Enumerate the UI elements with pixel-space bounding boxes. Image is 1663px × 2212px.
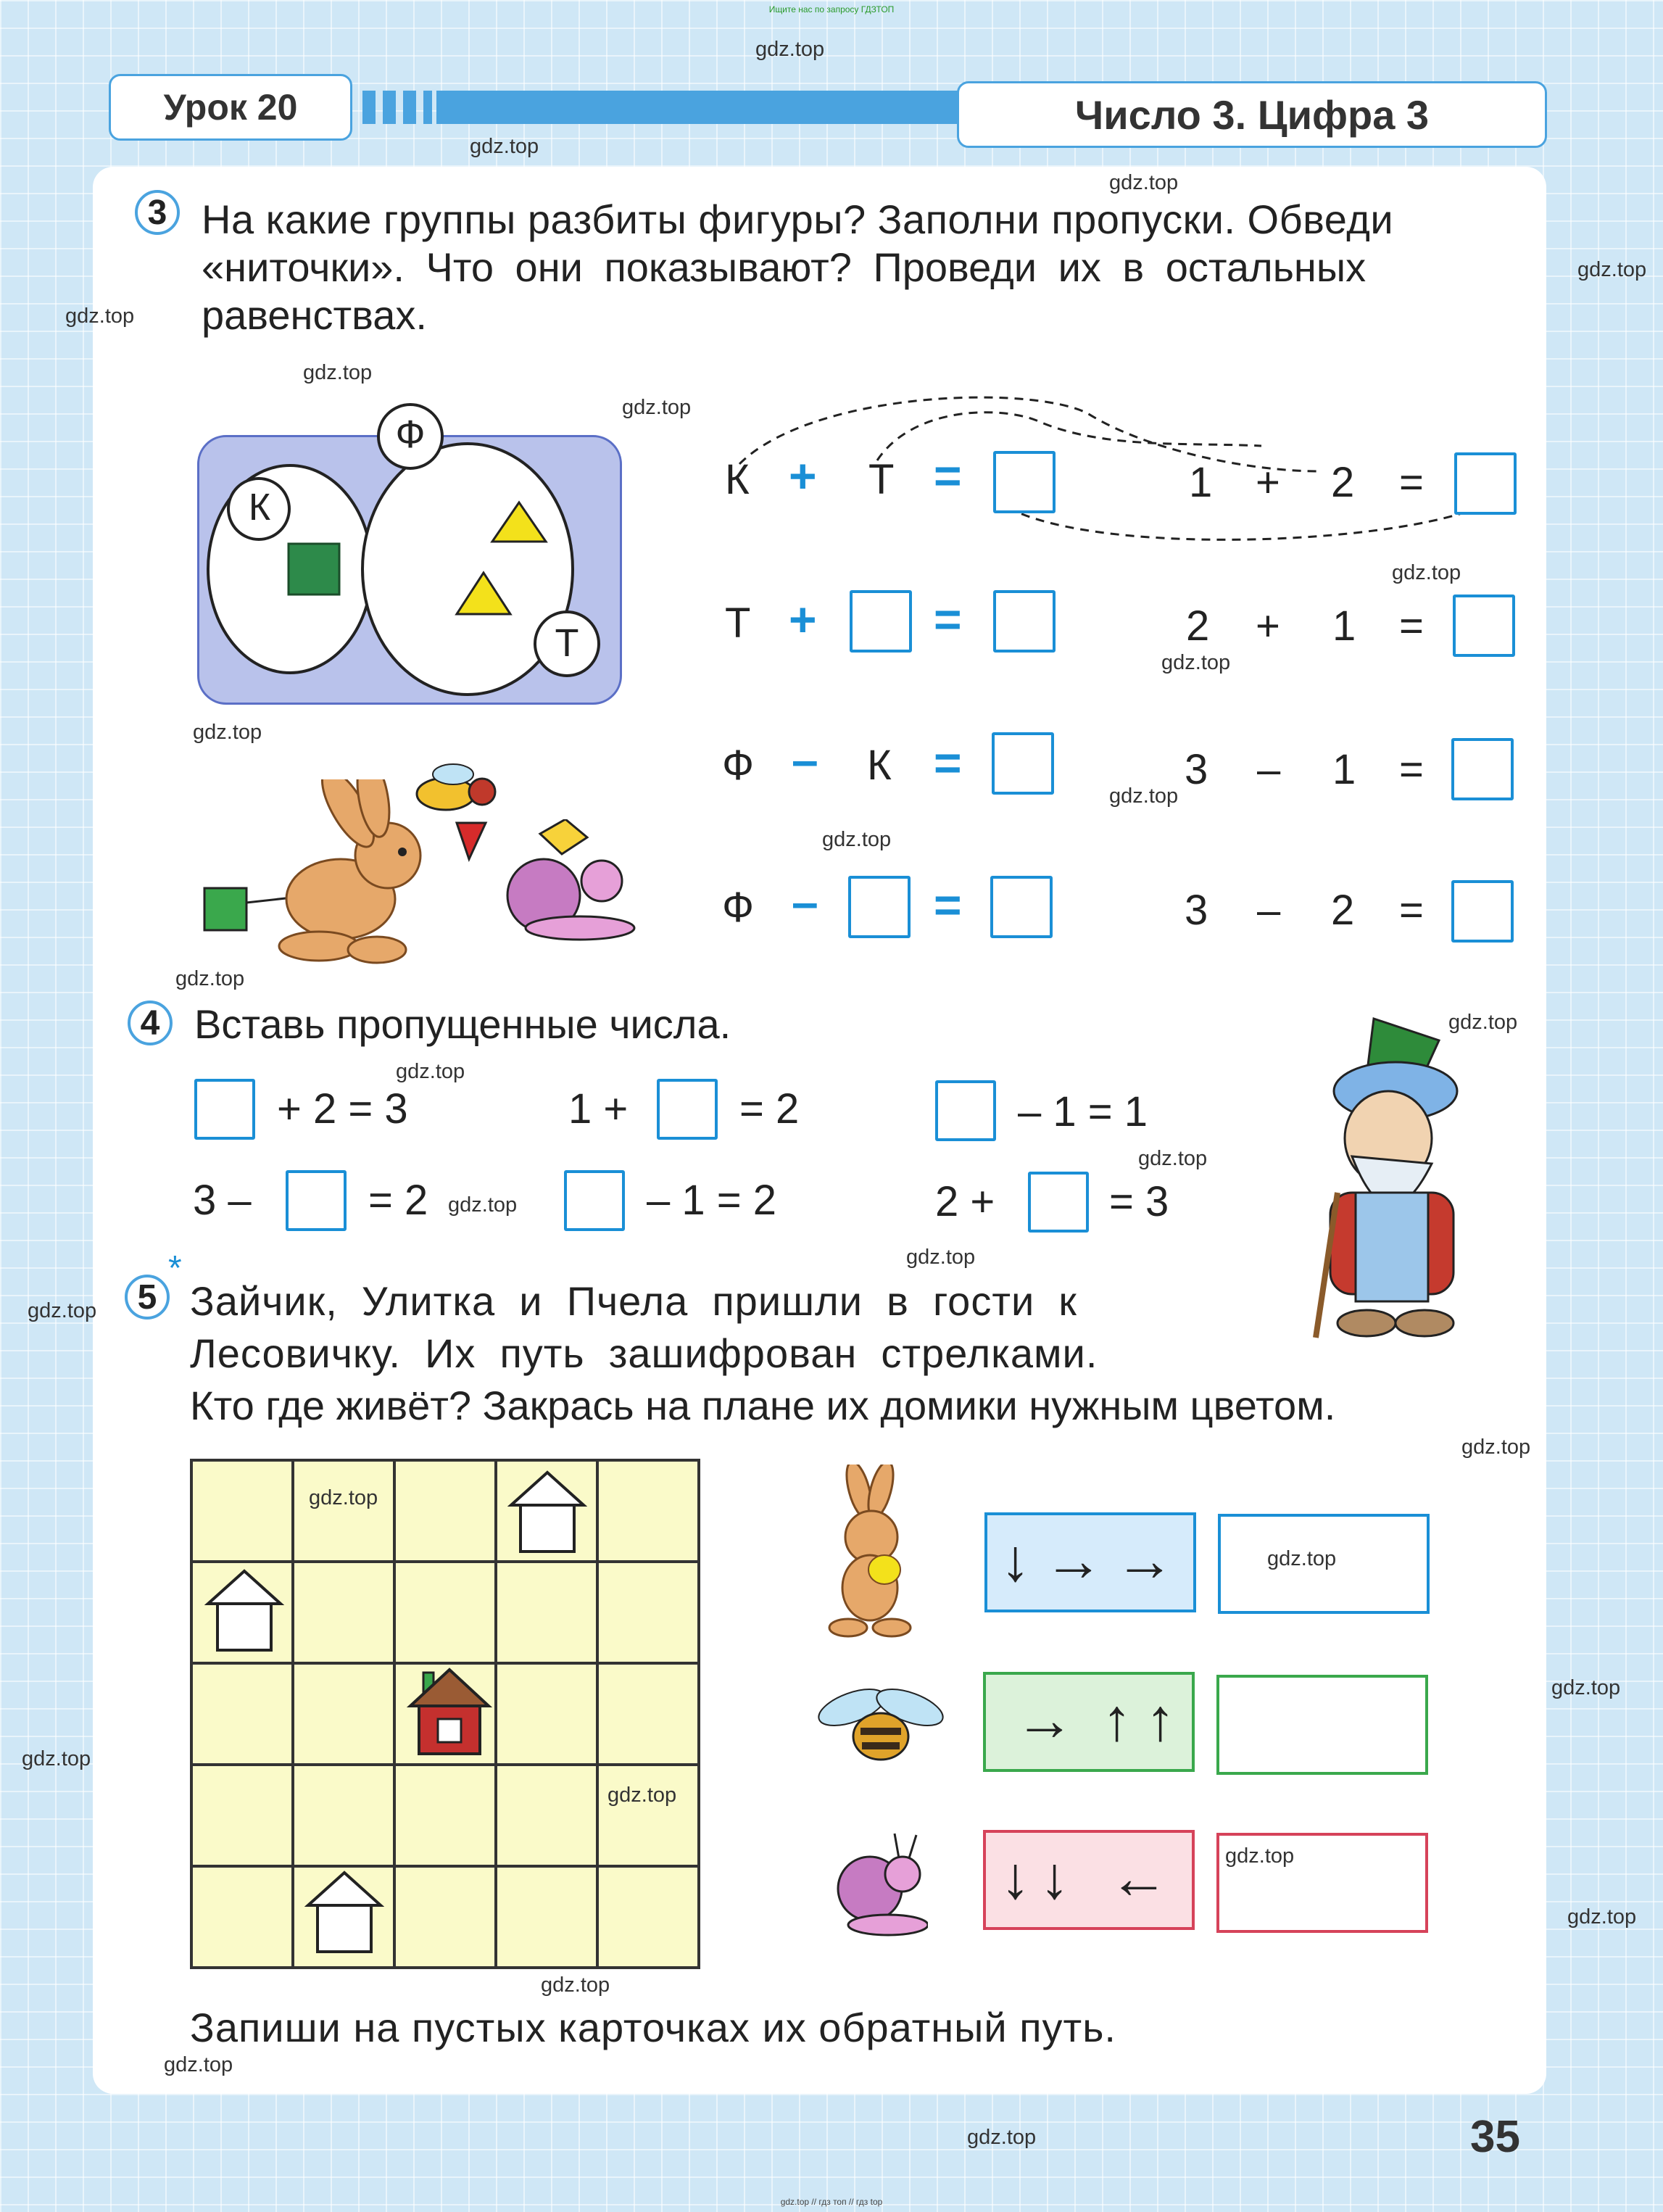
watermark: gdz.top [1109,784,1179,808]
top-note: Ищите нас по запросу ГДЗТОП [768,4,895,15]
answer-box[interactable] [993,451,1056,513]
eq-left-op: + [789,449,817,502]
eq-right-op: – [1257,746,1281,793]
answer-box[interactable] [1451,880,1514,943]
eq-right-b: 2 [1331,887,1355,934]
watermark: gdz.top [622,396,692,419]
watermark: gdz.top [1392,561,1461,584]
task3-line: «ниточки». Что они показывают? Проведи их в остальных [202,244,1367,290]
task4-text: = 2 [368,1177,428,1224]
watermark: gdz.top [1267,1547,1337,1570]
grid-line [193,1763,697,1766]
house-icon[interactable] [304,1869,384,1956]
watermark: gdz.top [967,2126,1037,2149]
lesson-label [109,74,352,141]
house-icon[interactable] [204,1567,284,1654]
watermark: gdz.top [1109,171,1179,194]
header-stripe [362,91,376,124]
up-arrow-icon: ↑ [1145,1687,1175,1753]
task4-text: 1 + [568,1085,629,1132]
watermark: gdz.top [396,1060,465,1083]
answer-box[interactable] [992,732,1054,795]
watermark: gdz.top [1138,1147,1208,1170]
task5-footer: Запиши на пустых карточках их обратный путь. [190,2005,1116,2050]
eq-left-a: Ф [722,742,755,789]
eq-left-eq: = [934,736,962,790]
right-arrow-icon: → [1044,1528,1103,1594]
answer-box[interactable] [1028,1172,1089,1233]
answer-box[interactable] [1453,595,1515,657]
down-arrow-icon: ↓ [1000,1528,1030,1594]
watermark: gdz.top [1551,1676,1621,1699]
eq-right-b: 1 [1332,746,1356,793]
answer-box[interactable] [1454,452,1517,515]
task-number: 5 [137,1277,157,1317]
answer-box[interactable] [850,590,912,653]
task4-text: = 2 [739,1085,800,1132]
watermark: gdz.top [193,721,262,744]
house-icon[interactable] [507,1469,587,1556]
page-number: 35 [1470,2112,1520,2162]
task-number-badge [135,190,180,235]
empty-card-bee[interactable] [1216,1675,1428,1775]
path-card-snail [983,1830,1195,1930]
eq-right-op: – [1257,887,1281,934]
header-bar [436,91,958,124]
watermark: gdz.top [1161,651,1231,674]
answer-box[interactable] [564,1170,625,1231]
venn-label-k: К [248,486,271,529]
eq-right-a: 3 [1185,746,1208,793]
watermark: gdz.top [28,1299,97,1322]
watermark: gdz.top [303,361,373,384]
task5-line: Зайчик, Улитка и Пчела пришли в гости к [190,1278,1077,1324]
watermark: gdz.top [1448,1011,1518,1034]
watermark: gdz.top [1567,1905,1637,1929]
bee-icon [808,1686,953,1773]
eq-left-op: – [792,733,818,787]
forest-elder-illustration [1287,1011,1486,1345]
eq-right-b: 1 [1332,602,1356,650]
task3-line: равенствах. [202,292,427,338]
eq-right-a: 3 [1185,887,1208,934]
task3-line: На какие группы разбиты фигуры? Заполни пропуски. Обведи [202,196,1394,242]
answer-box[interactable] [194,1079,255,1140]
eq-left-op: + [789,592,817,646]
down-arrow-icon: ↓ [1040,1845,1069,1911]
answer-box[interactable] [848,876,911,938]
task-number-badge [128,1001,173,1045]
grid-line [393,1462,396,1966]
watermark: gdz.top [822,828,892,851]
watermark: gdz.top [175,967,245,990]
eq-left-eq: = [934,449,962,502]
watermark: gdz.top [448,1193,518,1217]
snail-illustration [486,819,638,943]
grid-line [291,1462,294,1966]
green-square [289,544,339,595]
watermark: gdz.top [906,1246,976,1269]
watermark: gdz.top [541,1973,610,1997]
eq-left-eq: = [934,592,962,646]
right-arrow-icon: → [1015,1687,1074,1753]
eq-right-op: + [1256,459,1280,506]
eq-left-a: Ф [722,884,755,931]
answer-box[interactable] [1451,738,1514,800]
task4-text: + 2 = 3 [277,1085,408,1132]
answer-box[interactable] [657,1079,718,1140]
answer-box[interactable] [935,1080,996,1141]
task4-text: 2 + [935,1178,995,1225]
task4-text: – 1 = 1 [1018,1088,1148,1135]
eq-right-a: 1 [1189,459,1213,506]
topic-text: Число 3. Цифра 3 [1074,91,1430,138]
task5-line: Лесовичку. Их путь зашифрован стрелками. [190,1330,1098,1376]
task-number-badge [125,1275,170,1320]
eq-right-op: + [1256,602,1280,650]
header-stripe [403,91,416,124]
lesson-text: Урок 20 [163,87,298,128]
up-arrow-icon: ↑ [1102,1687,1132,1753]
forest-elder-house-icon [406,1664,493,1758]
eq-right-eq: = [1399,746,1424,793]
topic-label [957,81,1547,148]
venn-label-f: Ф [395,413,426,456]
answer-box[interactable] [993,590,1056,653]
eq-right-eq: = [1399,602,1424,650]
grid-line [596,1462,599,1966]
watermark: gdz.top [309,1486,378,1509]
watermark: gdz.top [164,2053,233,2076]
eq-left-a: К [725,456,750,503]
eq-right-eq: = [1399,459,1424,506]
grid-line [494,1462,497,1966]
left-arrow-icon: ← [1109,1845,1169,1911]
task-number: 4 [140,1003,160,1043]
task5-star: * [168,1249,182,1288]
grid-line [193,1560,697,1563]
venn-label-t: Т [555,621,579,665]
watermark: gdz.top [607,1784,677,1807]
eq-left-b: К [867,742,892,789]
eq-left-op: – [792,875,818,929]
bottom-note: gdz.top // гдз топ // гдз top [780,2197,883,2207]
task4-text: = 3 [1109,1178,1169,1225]
task4-text: – 1 = 2 [647,1177,776,1224]
snail-icon [826,1823,928,1939]
watermark: gdz.top [65,305,135,328]
watermark: gdz.top [1461,1436,1531,1459]
watermark: gdz.top [470,135,539,158]
grid-line [193,1865,697,1868]
answer-box[interactable] [990,876,1053,938]
path-card-rabbit [984,1512,1196,1612]
task5-line: Кто где живёт? Закрась на плане их домики нужным цветом. [190,1383,1336,1428]
eq-left-b: Т [868,456,895,503]
right-arrow-icon: → [1115,1528,1174,1594]
answer-box[interactable] [286,1170,347,1231]
watermark: gdz.top [755,38,825,61]
path-card-bee [983,1672,1195,1772]
task4-title: Вставь пропущенные числа. [194,1001,731,1047]
rabbit-icon [819,1465,921,1646]
task-number: 3 [147,193,167,232]
thread-lines [696,384,1515,551]
down-arrow-icon: ↓ [1000,1845,1030,1911]
eq-right-a: 2 [1186,602,1210,650]
header-stripe [383,91,396,124]
watermark: gdz.top [1577,258,1647,281]
header-stripe [423,91,432,124]
eq-right-b: 2 [1331,459,1355,506]
eq-left-a: Т [725,600,751,647]
watermark: gdz.top [22,1747,91,1770]
eq-left-eq: = [934,878,962,932]
task4-text: 3 – [193,1177,252,1224]
watermark: gdz.top [1225,1844,1295,1868]
eq-right-eq: = [1399,887,1424,934]
